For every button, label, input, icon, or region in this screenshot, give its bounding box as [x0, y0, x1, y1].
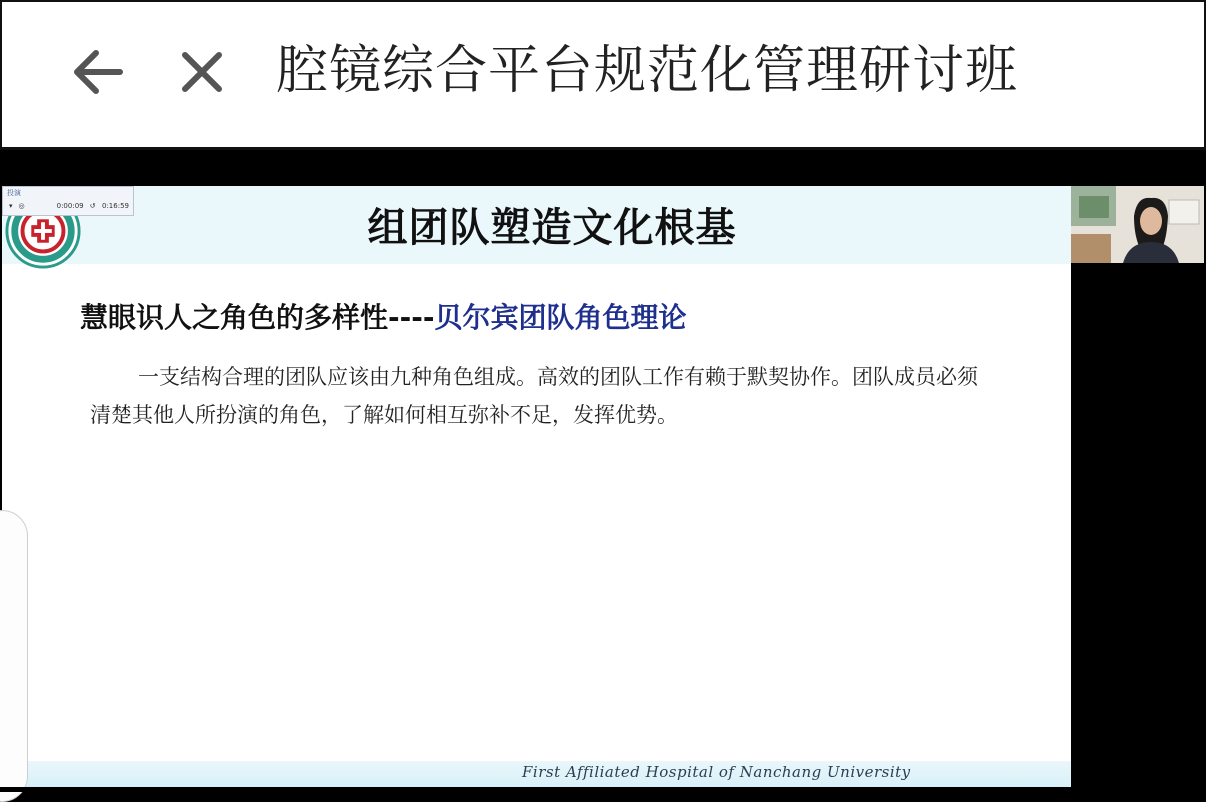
elapsed-time: 0:00:09 [56, 202, 84, 210]
slide-subtitle [80, 296, 687, 336]
side-drawer-handle[interactable] [0, 510, 28, 802]
presenter-video-image [1071, 186, 1204, 263]
presentation-slide [2, 186, 1071, 787]
toolbar-label: 投演 [7, 189, 21, 197]
presenter-video-feed[interactable] [1071, 186, 1204, 263]
close-icon [177, 47, 227, 97]
slide-paragraph: 一支结构合理的团队应该由九种角色组成。高效的团队工作有赖于默契协作。团队成员必须清楚其他人所扮演的角色，了解如何相互弥补不足，发挥优势。 [90, 365, 978, 427]
bottom-border [0, 787, 1206, 792]
arrow-left-icon [70, 47, 126, 97]
slide-footer-text: First Affiliated Hospital of Nanchang University [522, 763, 911, 781]
pause-icon[interactable]: ◎ [18, 202, 25, 210]
dropdown-icon[interactable]: ▾ [9, 202, 13, 210]
app-header [0, 0, 1206, 150]
divider-band [0, 150, 1206, 186]
total-time: 0:16:59 [102, 202, 129, 210]
slide-title: 组团队塑造文化根基 [367, 205, 737, 251]
close-button[interactable] [170, 40, 234, 104]
subtitle-accent: 贝尔宾团队角色理论 [434, 301, 687, 334]
reset-icon[interactable]: ↺ [89, 202, 96, 210]
back-button[interactable] [66, 40, 130, 104]
subtitle-main: 慧眼识人之角色的多样性---- [80, 301, 435, 334]
page-title: 腔镜综合平台规范化管理研讨班 [276, 41, 1019, 101]
right-panel [1071, 263, 1204, 788]
